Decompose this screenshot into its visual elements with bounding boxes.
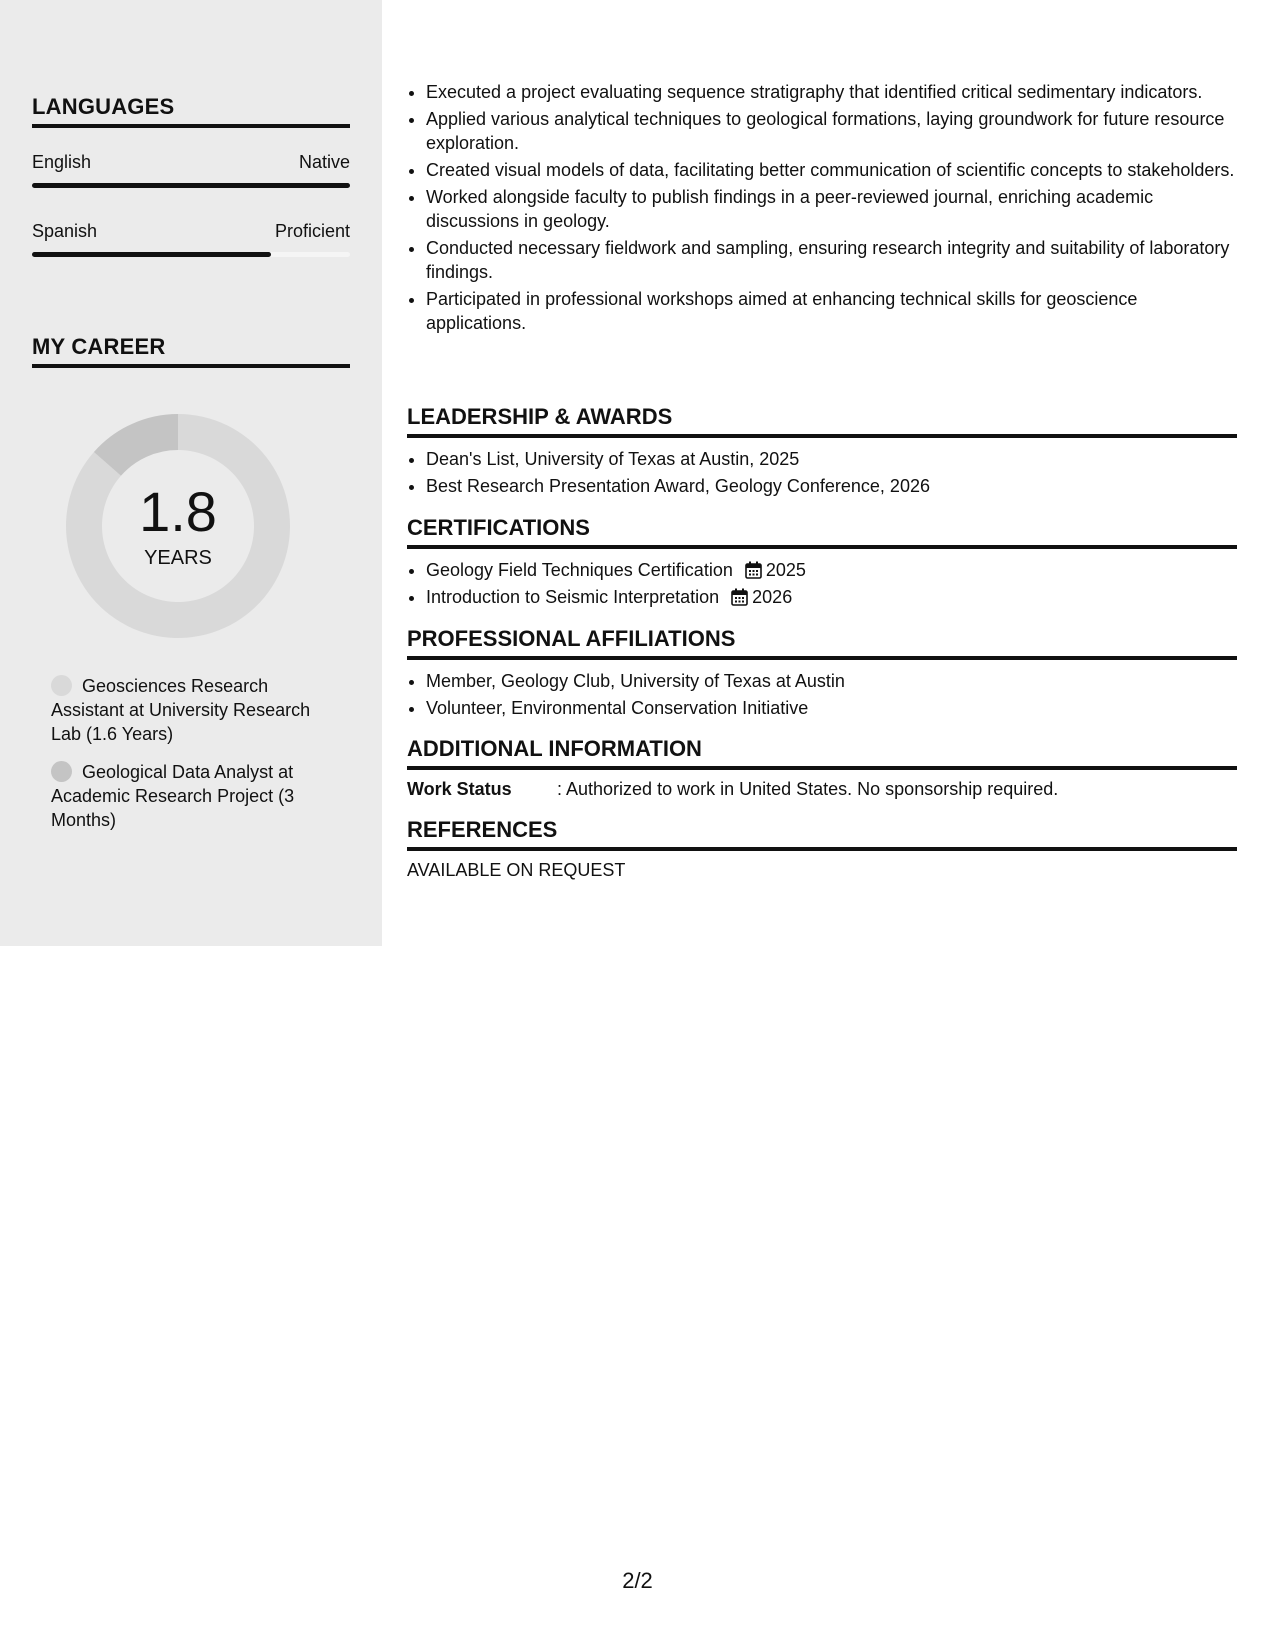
list-item: • Dean's List, University of Texas at Austin, 2025 — [426, 447, 1237, 471]
section-title: CERTIFICATIONS — [407, 515, 1237, 549]
work-status-row — [407, 779, 1237, 800]
language-row-english — [32, 152, 350, 173]
additional-info-section — [407, 736, 1237, 800]
languages-heading: LANGUAGES — [32, 94, 350, 128]
references-text: AVAILABLE ON REQUEST — [407, 860, 626, 880]
language-bar-spanish — [32, 252, 350, 257]
leadership-section — [407, 404, 1237, 501]
section-title: ADDITIONAL INFORMATION — [407, 736, 1237, 770]
work-status-value: : Authorized to work in United States. No sponsorship required. — [557, 779, 1059, 799]
language-bar-fill — [32, 252, 271, 257]
list-item: • Member, Geology Club, University of Texas at Austin — [426, 669, 1237, 693]
career-donut-chart — [66, 414, 290, 638]
certification-name: Geology Field Techniques Certification — [426, 560, 733, 580]
legend-dot-icon — [51, 761, 72, 782]
section-title: LEADERSHIP & AWARDS — [407, 404, 1237, 438]
certification-year: 2026 — [752, 587, 793, 607]
certification-name: Introduction to Seismic Interpretation — [426, 587, 720, 607]
language-name: English — [32, 152, 92, 172]
language-bar-fill — [32, 183, 350, 188]
language-name: Spanish — [32, 221, 98, 241]
career-legend-item — [51, 674, 341, 746]
career-total-unit: YEARS — [144, 547, 212, 569]
language-bar-english — [32, 183, 350, 188]
language-level: Native — [298, 152, 350, 172]
list-item: • Worked alongside faculty to publish findings in a peer-reviewed journal, enriching academic discussions in geology. — [426, 185, 1237, 233]
sidebar — [0, 0, 382, 946]
affiliations-section — [407, 626, 1237, 723]
work-status-label: Work Status — [407, 779, 512, 799]
language-row-spanish — [32, 221, 350, 242]
career-legend-item — [51, 760, 341, 832]
list-item: • Executed a project evaluating sequence stratigraphy that identified critical sedimentary indicators. — [426, 80, 1237, 104]
list-item: • Best Research Presentation Award, Geology Conference, 2026 — [426, 474, 1237, 498]
language-level: Proficient — [274, 221, 350, 241]
career-total-value: 1.8 — [139, 480, 217, 543]
list-item — [426, 558, 1237, 582]
references-section — [407, 817, 1237, 881]
calendar-icon — [745, 561, 762, 579]
list-item — [426, 585, 1237, 609]
list-item: • Applied various analytical techniques to geological formations, laying groundwork for future resource exploration. — [426, 107, 1237, 155]
experience-bullets — [407, 80, 1237, 338]
list-item: • Conducted necessary fieldwork and sampling, ensuring research integrity and suitability of laboratory findings. — [426, 236, 1237, 284]
certification-year: 2025 — [765, 560, 806, 580]
list-item: • Created visual models of data, facilitating better communication of scientific concepts to stakeholders. — [426, 158, 1237, 182]
career-legend-label: Geological Data Analyst at Academic Research Project (3 Months) — [51, 762, 295, 830]
section-title: REFERENCES — [407, 817, 1237, 851]
section-title: PROFESSIONAL AFFILIATIONS — [407, 626, 1237, 660]
career-heading: MY CAREER — [32, 334, 350, 368]
page-number: 2/2 — [622, 1568, 653, 1593]
certifications-section — [407, 515, 1237, 612]
list-item: • Participated in professional workshops aimed at enhancing technical skills for geoscience applications. — [426, 287, 1237, 335]
legend-dot-icon — [51, 675, 72, 696]
calendar-icon — [731, 588, 748, 606]
career-legend-label: Geosciences Research Assistant at University Research Lab (1.6 Years) — [51, 676, 311, 744]
list-item: • Volunteer, Environmental Conservation Initiative — [426, 696, 1237, 720]
